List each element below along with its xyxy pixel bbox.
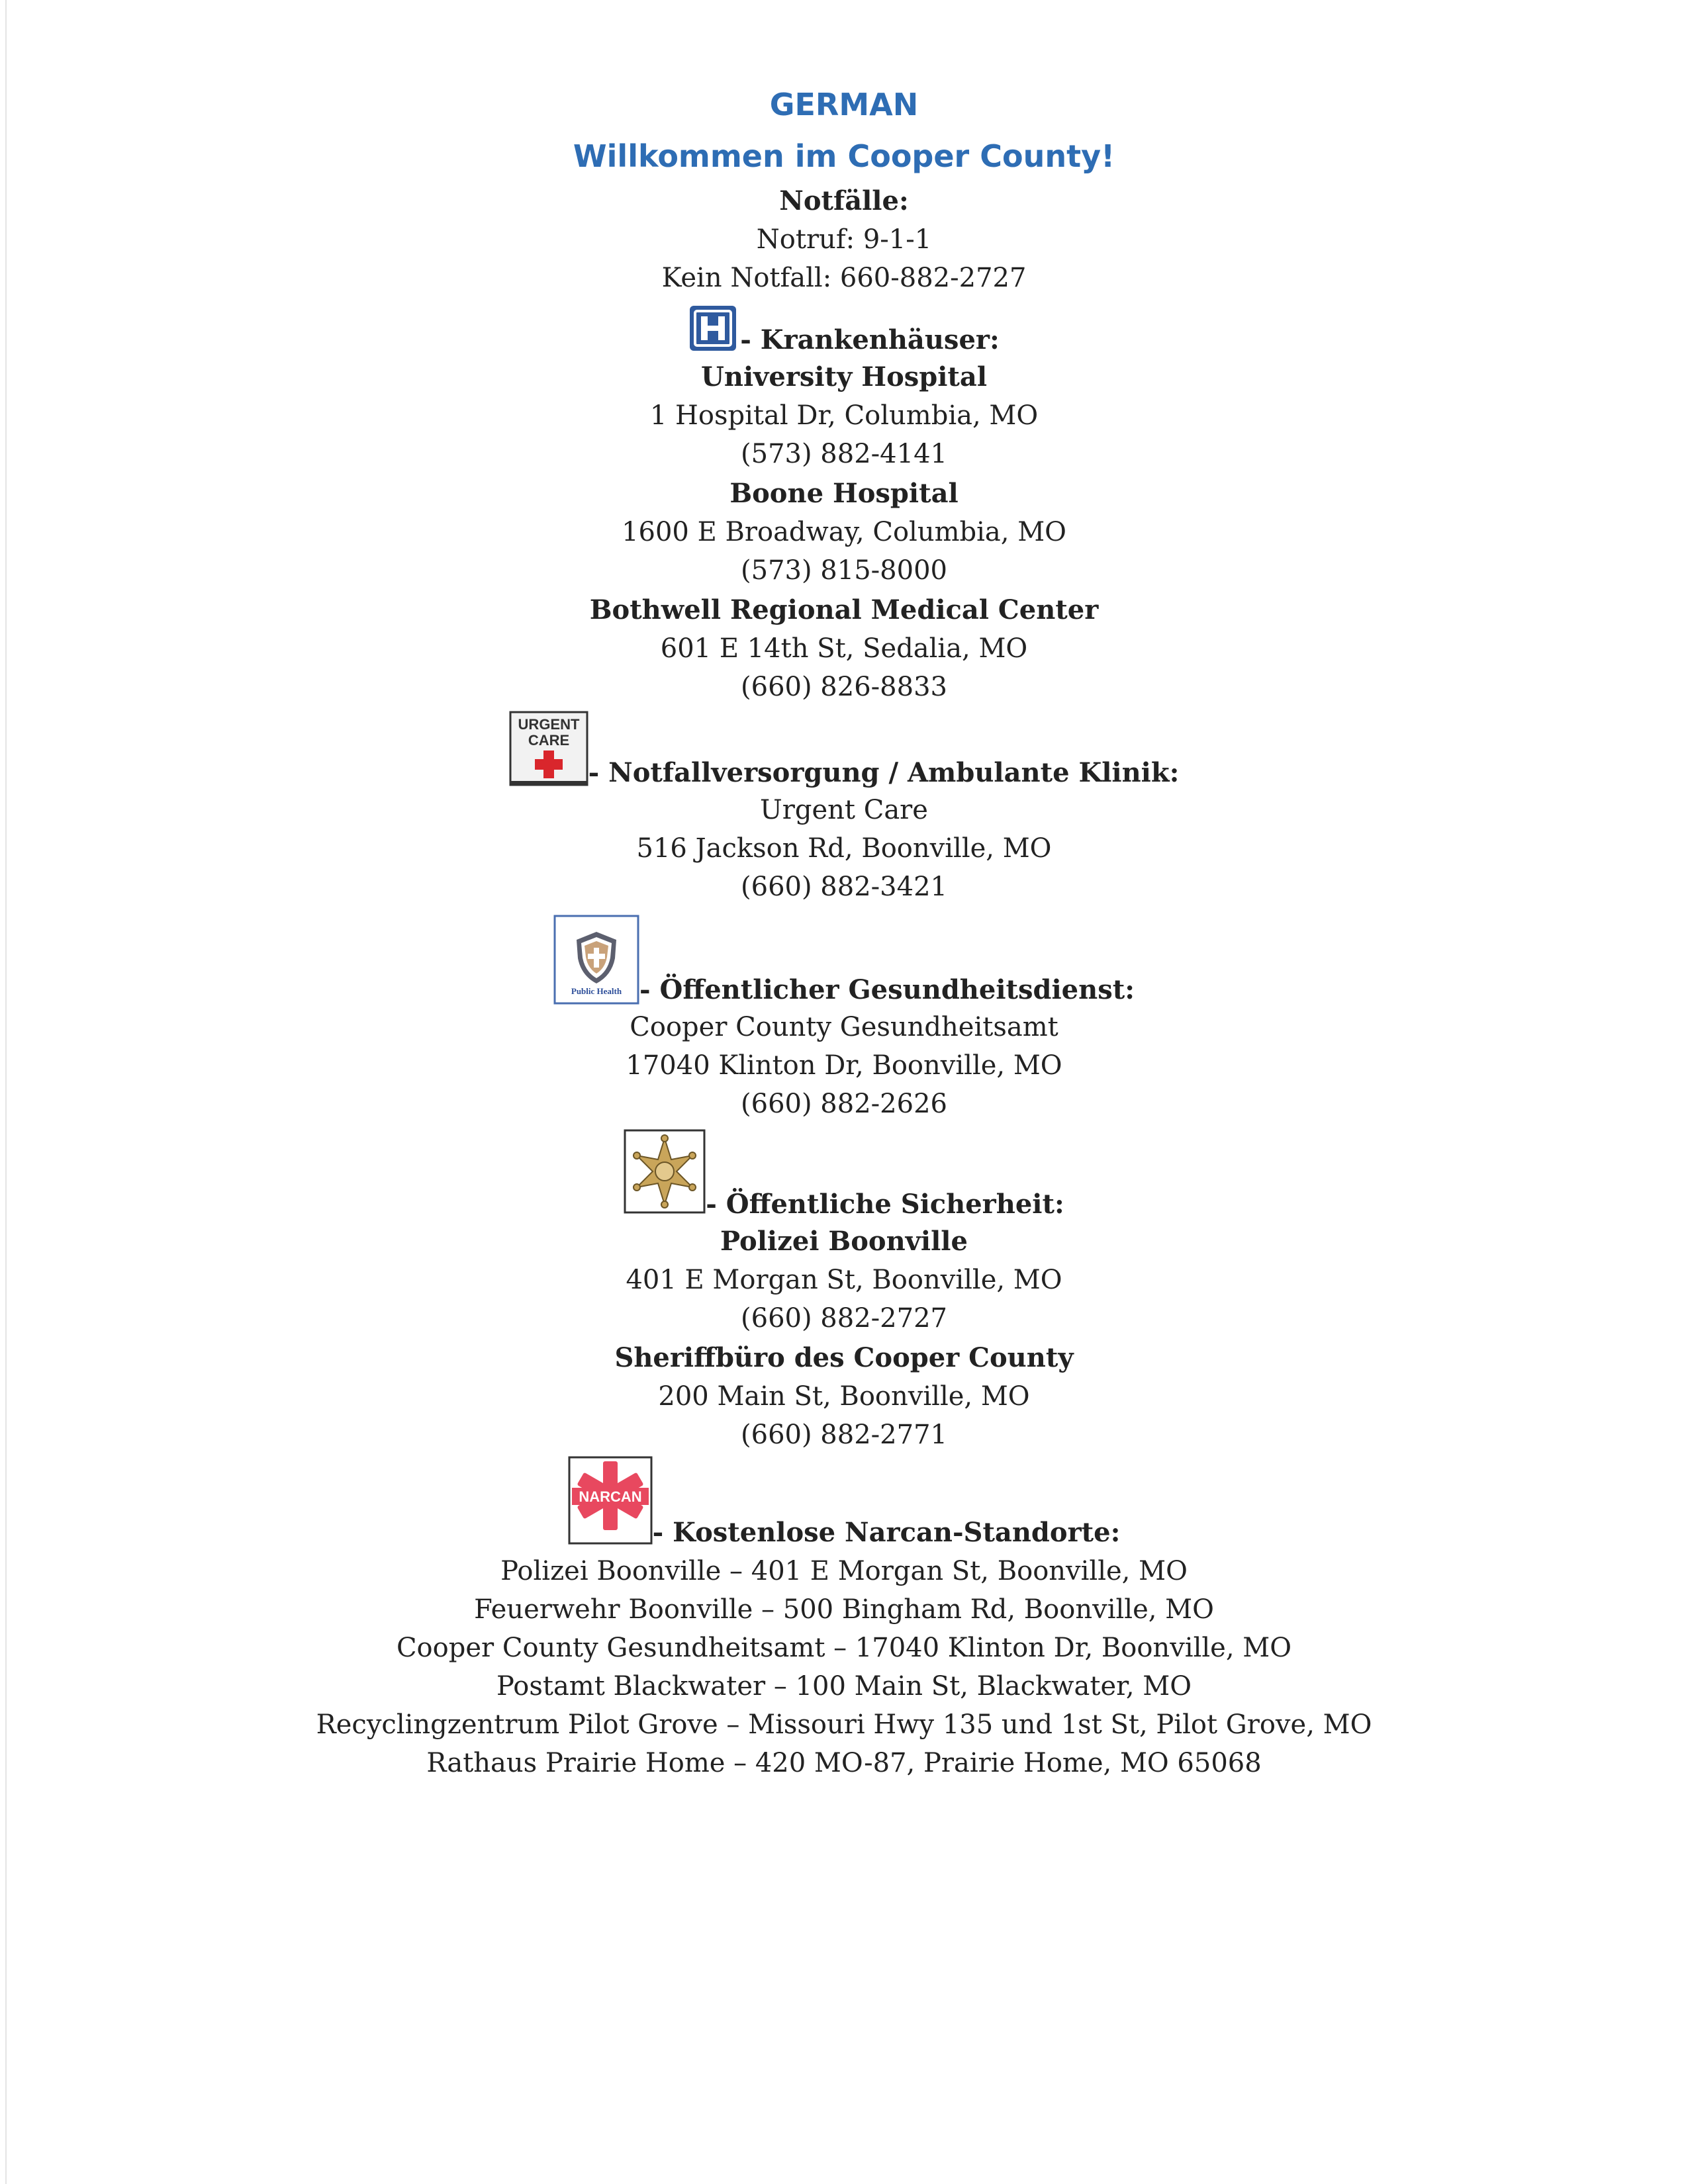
hospital-name: Bothwell Regional Medical Center <box>589 594 1099 625</box>
police-phone: (660) 882-2727 <box>741 1303 947 1334</box>
public-health-icon-text: Public Health <box>571 986 622 996</box>
emergency-number: Notruf: 9-1-1 <box>756 224 932 255</box>
hospital-name: Boone Hospital <box>729 478 959 509</box>
non-emergency-number: Kein Notfall: 660-882-2727 <box>661 263 1027 293</box>
public-health-name: Cooper County Gesundheitsamt <box>630 1012 1058 1042</box>
narcan-location: Cooper County Gesundheitsamt – 17040 Klinton Dr, Boonville, MO <box>396 1633 1292 1663</box>
hospital-phone: (660) 826-8833 <box>741 672 947 702</box>
narcan-icon <box>568 1456 653 1545</box>
hospital-address: 601 E 14th St, Sedalia, MO <box>660 633 1028 664</box>
urgent-care-address: 516 Jackson Rd, Boonville, MO <box>636 833 1052 864</box>
public-safety-heading-row <box>0 1125 1688 1223</box>
police-address: 401 E Morgan St, Boonville, MO <box>626 1265 1062 1295</box>
urgent-care-phone: (660) 882-3421 <box>741 872 947 902</box>
narcan-location: Feuerwehr Boonville – 500 Bingham Rd, Boonville, MO <box>474 1594 1214 1625</box>
hospital-address: 1600 E Broadway, Columbia, MO <box>622 517 1066 547</box>
narcan-location: Postamt Blackwater – 100 Main St, Blackwater, MO <box>496 1671 1192 1702</box>
hospitals-heading-row <box>0 296 1688 359</box>
hospital-address: 1 Hospital Dr, Columbia, MO <box>649 400 1039 431</box>
public-health-phone: (660) 882-2626 <box>741 1089 947 1119</box>
public-safety-heading: - Öffentliche Sicherheit: <box>706 1189 1064 1220</box>
public-health-heading: - Öffentlicher Gesundheitsdienst: <box>639 974 1135 1005</box>
hospital-icon <box>688 304 737 352</box>
sheriff-star-icon <box>624 1129 706 1214</box>
emergency-heading: Notfälle: <box>779 185 909 216</box>
narcan-heading: - Kostenlose Narcan-Standorte: <box>652 1517 1121 1548</box>
sheriff-address: 200 Main St, Boonville, MO <box>658 1381 1030 1412</box>
urgent-care-heading: - Notfallversorgung / Ambulante Klinik: <box>588 757 1180 788</box>
hospitals-heading: - Krankenhäuser: <box>740 324 1000 355</box>
sheriff-phone: (660) 882-2771 <box>741 1420 947 1450</box>
sheriff-name: Sheriffbüro des Cooper County <box>614 1342 1074 1373</box>
language-heading: GERMAN <box>769 87 919 122</box>
public-health-heading-row <box>0 908 1688 1009</box>
hospital-name: University Hospital <box>700 361 988 392</box>
narcan-heading-row <box>0 1453 1688 1551</box>
narcan-location: Recyclingzentrum Pilot Grove – Missouri Hwy 135 und 1st St, Pilot Grove, MO <box>316 1709 1372 1740</box>
public-health-address: 17040 Klinton Dr, Boonville, MO <box>626 1050 1062 1081</box>
urgent-care-icon-text-2: CARE <box>528 732 569 749</box>
narcan-location: Rathaus Prairie Home – 420 MO-87, Prairie Home, MO 65068 <box>426 1748 1262 1778</box>
urgent-care-icon <box>509 711 588 786</box>
police-name: Polizei Boonville <box>720 1226 968 1257</box>
hospital-phone: (573) 882-4141 <box>741 439 947 469</box>
urgent-care-name: Urgent Care <box>760 795 928 825</box>
hospital-phone: (573) 815-8000 <box>741 555 947 586</box>
urgent-care-icon-text-1: URGENT <box>518 716 580 733</box>
public-health-icon <box>553 915 639 1005</box>
page-title: Willkommen im Cooper County! <box>573 138 1115 174</box>
narcan-icon-text: NARCAN <box>578 1488 642 1505</box>
urgent-care-heading-row <box>0 707 1688 792</box>
narcan-location: Polizei Boonville – 401 E Morgan St, Boonville, MO <box>500 1556 1188 1586</box>
